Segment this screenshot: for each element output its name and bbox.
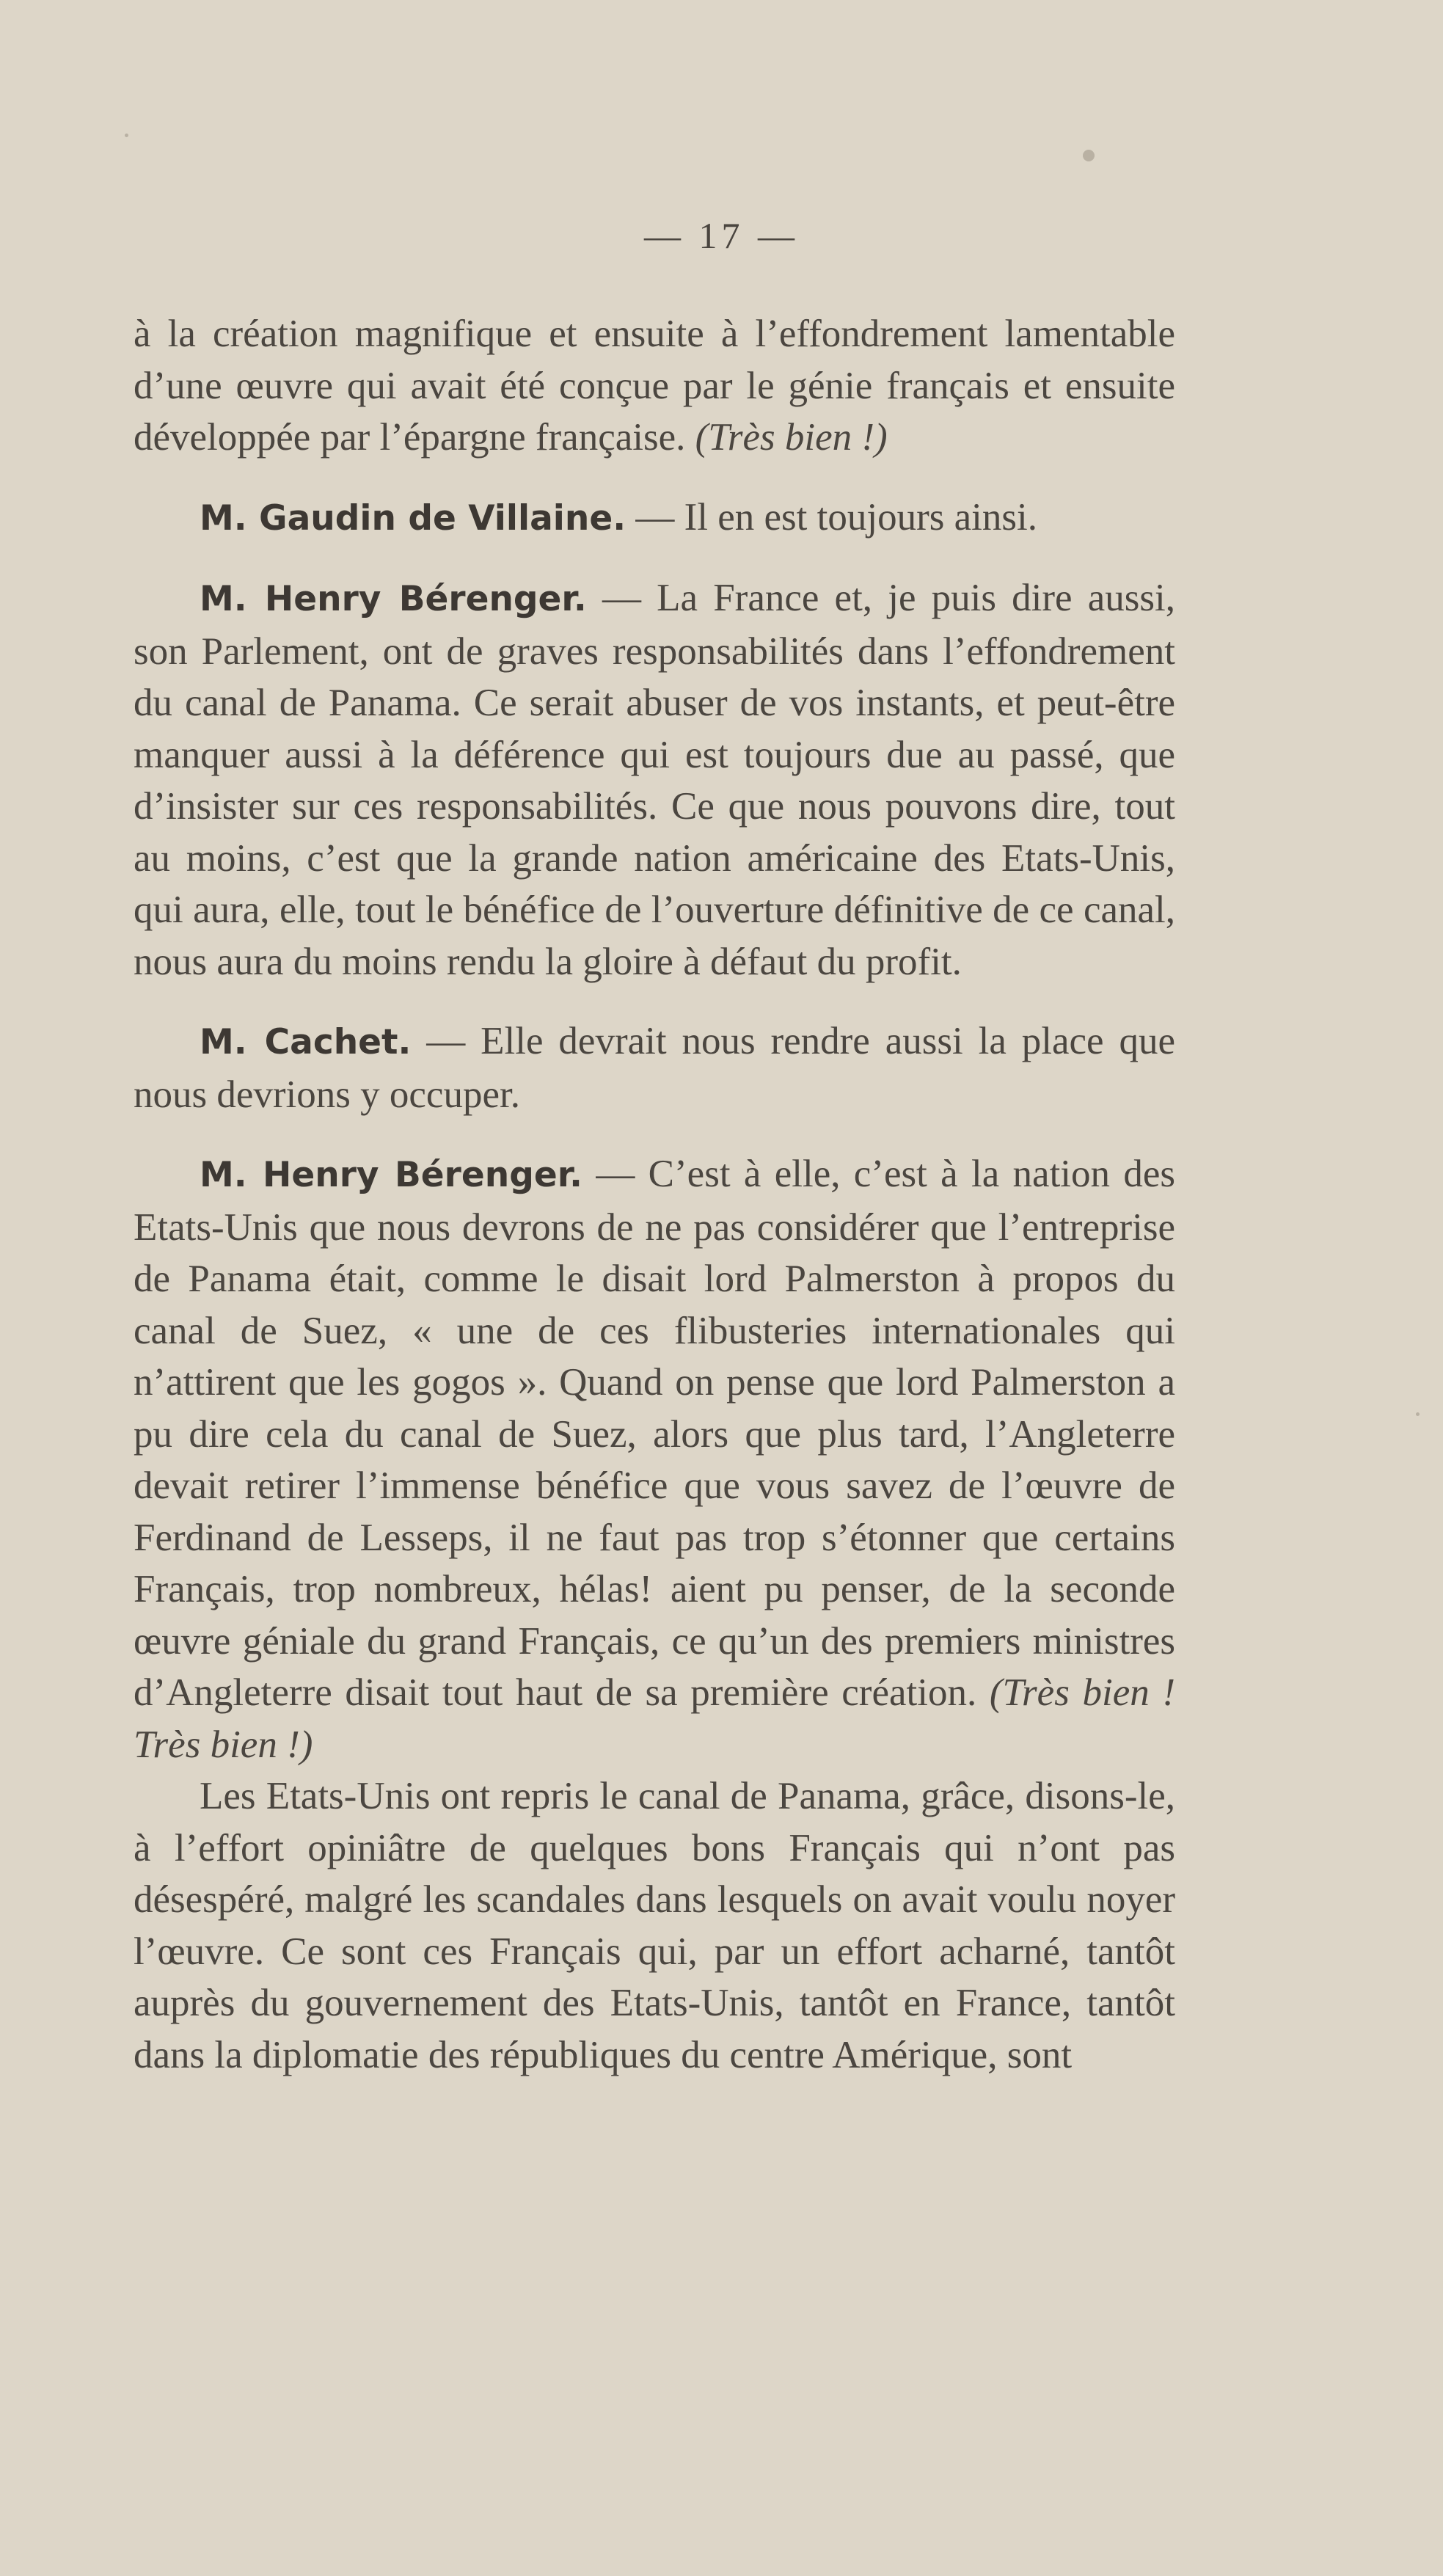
body-text <box>134 308 1175 2081</box>
speaker-name: M. Henry Bérenger. <box>200 579 587 619</box>
paragraph-gaudin <box>134 492 1175 545</box>
paragraph-etats-unis <box>134 1770 1175 2081</box>
paragraph-berenger-2 <box>134 1148 1175 1770</box>
paragraph-cachet <box>134 1015 1175 1120</box>
applause-aside: (Très bien ! Très bien !) <box>134 1671 1176 1766</box>
speaker-name: M. Gaudin de Villaine. <box>200 497 626 539</box>
paper-stain-margin <box>1416 1412 1420 1416</box>
paragraph-text: — La France et, je puis dire aussi, son Parlement, ont de graves responsabilités dans l’effondrement du canal de Panama. Ce serait abuser de vos instants, et peut-être manquer aussi à la déférence qui est toujours due au passé, que d’insister sur ces responsabilités. Ce que nous pouvons dire, tout au moins, c’est que la grande nation américaine des Etats-Unis, qui aura, elle, tout le bénéfice de l’ouverture définitive de ce canal, nous aura du moins rendu la gloire à défaut du profit. <box>134 577 1176 983</box>
paragraph-text: — C’est à elle, c’est à la nation des Etats-Unis que nous devrons de ne pas considérer que l’entreprise de Panama était, comme le disait lord Palmerston à propos du canal de Suez, « une de ces flibusteries internationales qui n’attirent que les gogos ». Quand on pense que lord Palmerston a pu dire cela du canal de Suez, alors que plus tard, l’Angleterre devait retirer l’immense bénéfice que vous savez de l’œuvre de Ferdinand de Lesseps, il ne faut pas trop s’étonner que certains Français, trop nombreux, hélas! aient pu penser, de la seconde œuvre géniale du grand Français, ce qu’un des premiers ministres d’Angleterre disait tout haut de sa première création. <box>134 1153 1176 1714</box>
paper-stain-small <box>125 134 128 137</box>
paragraph-text: — Elle devrait nous rendre aussi la place que nous devrions y occuper. <box>134 1020 1175 1116</box>
paper-stain <box>1083 150 1095 161</box>
paragraph-text: à la création magnifique et ensuite à l’effondrement lamentable d’une œuvre qui avait été conçue par le génie français et ensuite développée par l’épargne française. <box>134 313 1175 459</box>
speaker-name: M. Henry Bérenger. <box>200 1155 583 1195</box>
speaker-name: M. Cachet. <box>200 1022 412 1062</box>
page-number: — 17 — <box>644 215 799 256</box>
paragraph-berenger-1 <box>134 572 1175 988</box>
paragraph-text: Les Etats-Unis ont repris le canal de Panama, grâce, disons-le, à l’effort opiniâtre de quelques bons Français qui n’ont pas désespéré, malgré les scandales dans lesquels on avait voulu noyer l’œuvre. Ce sont ces Français qui, par un effort acharné, tantôt auprès du gouvernement des Etats-Unis, tantôt en France, tantôt dans la diplomatie des républiques du centre Amérique, sont <box>134 1775 1175 2076</box>
paragraph-intro <box>134 308 1175 464</box>
applause-aside: (Très bien !) <box>695 416 888 459</box>
paragraph-text: — Il en est toujours ainsi. <box>626 495 1037 539</box>
